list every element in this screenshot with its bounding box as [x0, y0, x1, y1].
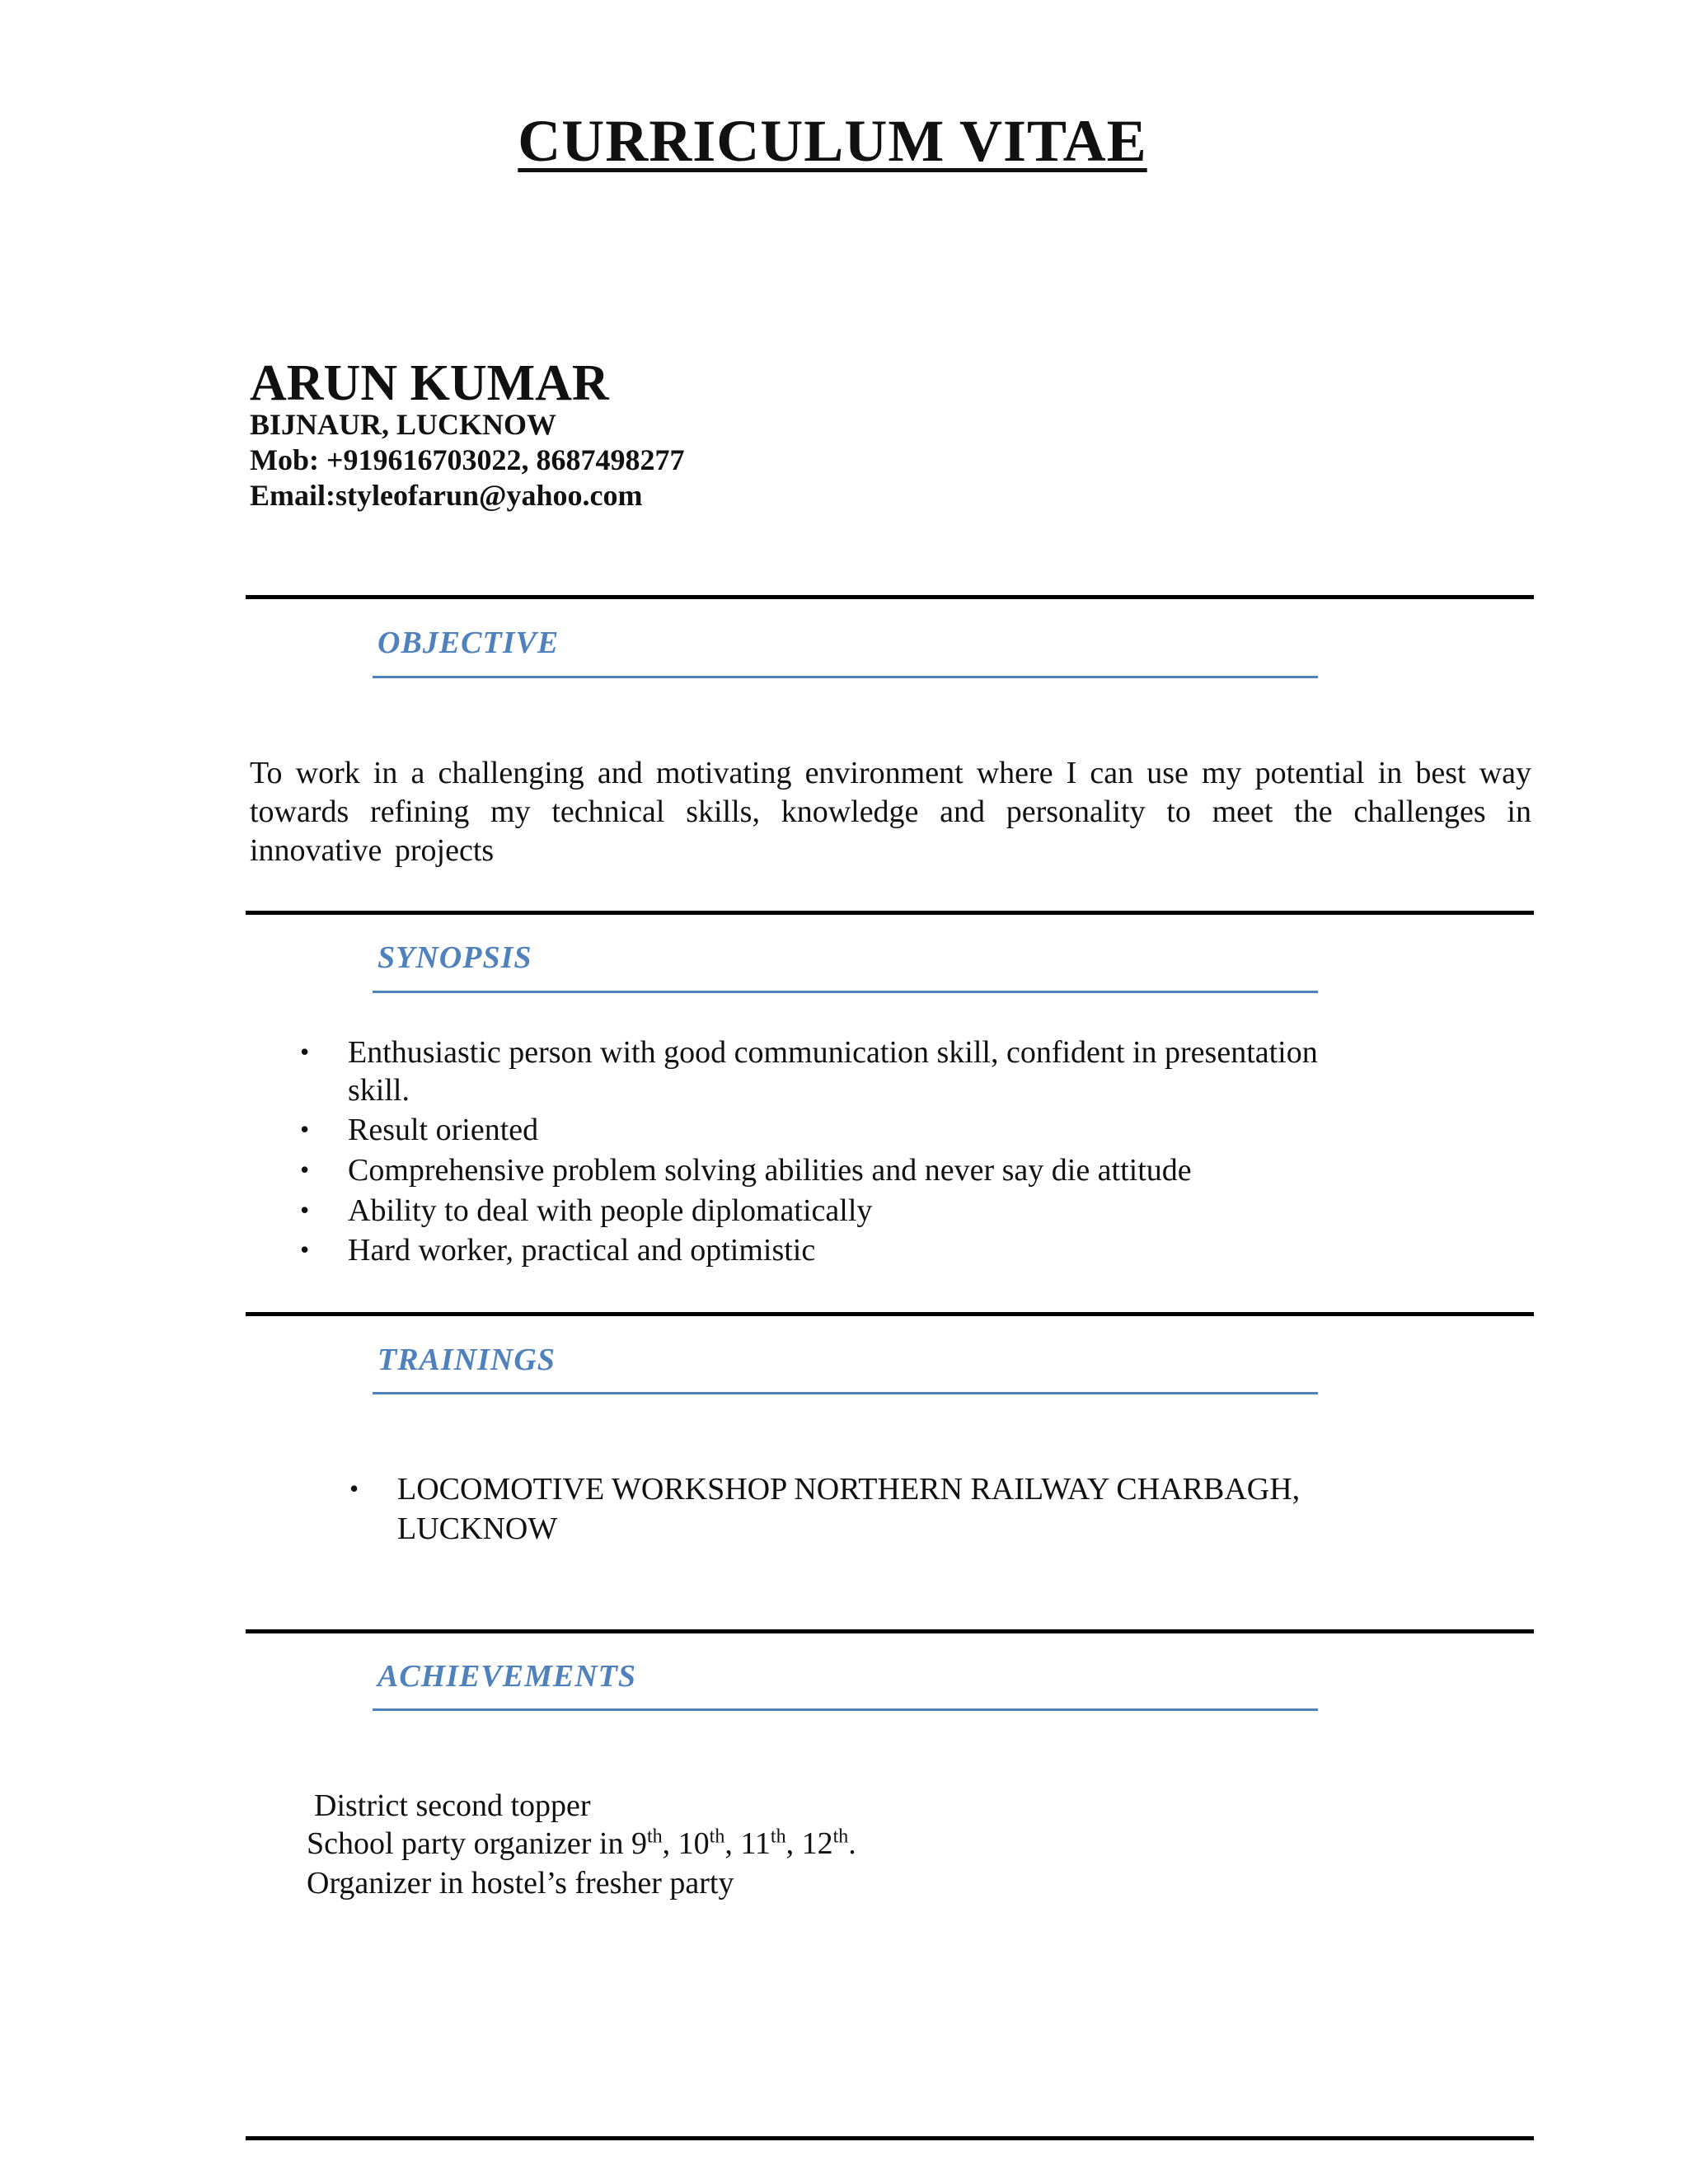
achievement-item: District second topper [314, 1788, 591, 1823]
bullet: • [300, 1155, 310, 1184]
achievement-text: . [848, 1826, 856, 1861]
objective-heading: OBJECTIVE [377, 626, 560, 660]
document-title: CURRICULUM VITAE [518, 108, 1147, 174]
ordinal-suffix: th [646, 1825, 663, 1848]
achievement-text: School party organizer in 9 [307, 1826, 647, 1861]
bullet: • [300, 1114, 310, 1144]
ordinal-suffix: th [832, 1825, 849, 1848]
synopsis-item: Result oriented [348, 1113, 539, 1147]
trainings-underline [373, 1392, 1318, 1394]
address: BIJNAUR, LUCKNOW [250, 408, 557, 441]
synopsis-item: Enthusiastic person with good communication skill, confident in presentation [348, 1035, 1318, 1070]
candidate-name: ARUN KUMAR [250, 355, 609, 411]
objective-text: To work in a challenging and motivating environment where I can use my potential in best way towards refining my technical skills, knowledge and personality to meet the challenges in innovative projects [250, 756, 1531, 868]
achievement-text: , 12 [785, 1826, 833, 1861]
bullet: • [300, 1195, 310, 1225]
section-divider [246, 2136, 1534, 2140]
training-item-continuation: LUCKNOW [397, 1511, 558, 1546]
ordinal-suffix: th [770, 1825, 786, 1848]
synopsis-item-continuation: skill. [348, 1073, 410, 1108]
bullet: • [349, 1474, 359, 1503]
achievement-text: , 10 [662, 1826, 710, 1861]
achievement-text: , 11 [724, 1826, 771, 1861]
synopsis-item: Ability to deal with people diplomatically [348, 1193, 873, 1228]
synopsis-heading: SYNOPSIS [377, 940, 532, 975]
objective-underline [373, 676, 1318, 678]
synopsis-item: Hard worker, practical and optimistic [348, 1233, 816, 1268]
section-divider [246, 1629, 1534, 1633]
section-divider [246, 911, 1534, 915]
mobile-number: Mob: +919616703022, 8687498277 [250, 443, 685, 476]
section-divider [246, 595, 1534, 599]
trainings-heading: TRAININGS [377, 1343, 556, 1377]
training-item: LOCOMOTIVE WORKSHOP NORTHERN RAILWAY CHARBAGH, [397, 1472, 1301, 1507]
achievement-item [307, 1825, 856, 1863]
synopsis-item: Comprehensive problem solving abilities and never say die attitude [348, 1153, 1192, 1188]
achievements-underline [373, 1708, 1318, 1711]
bullet: • [300, 1235, 310, 1264]
bullet: • [300, 1037, 310, 1066]
achievement-item: Organizer in hostel’s fresher party [307, 1866, 734, 1900]
ordinal-suffix: th [709, 1825, 725, 1848]
achievements-heading: ACHIEVEMENTS [377, 1659, 636, 1694]
email: Email:styleofarun@yahoo.com [250, 479, 643, 512]
section-divider [246, 1312, 1534, 1316]
synopsis-underline [373, 991, 1318, 993]
